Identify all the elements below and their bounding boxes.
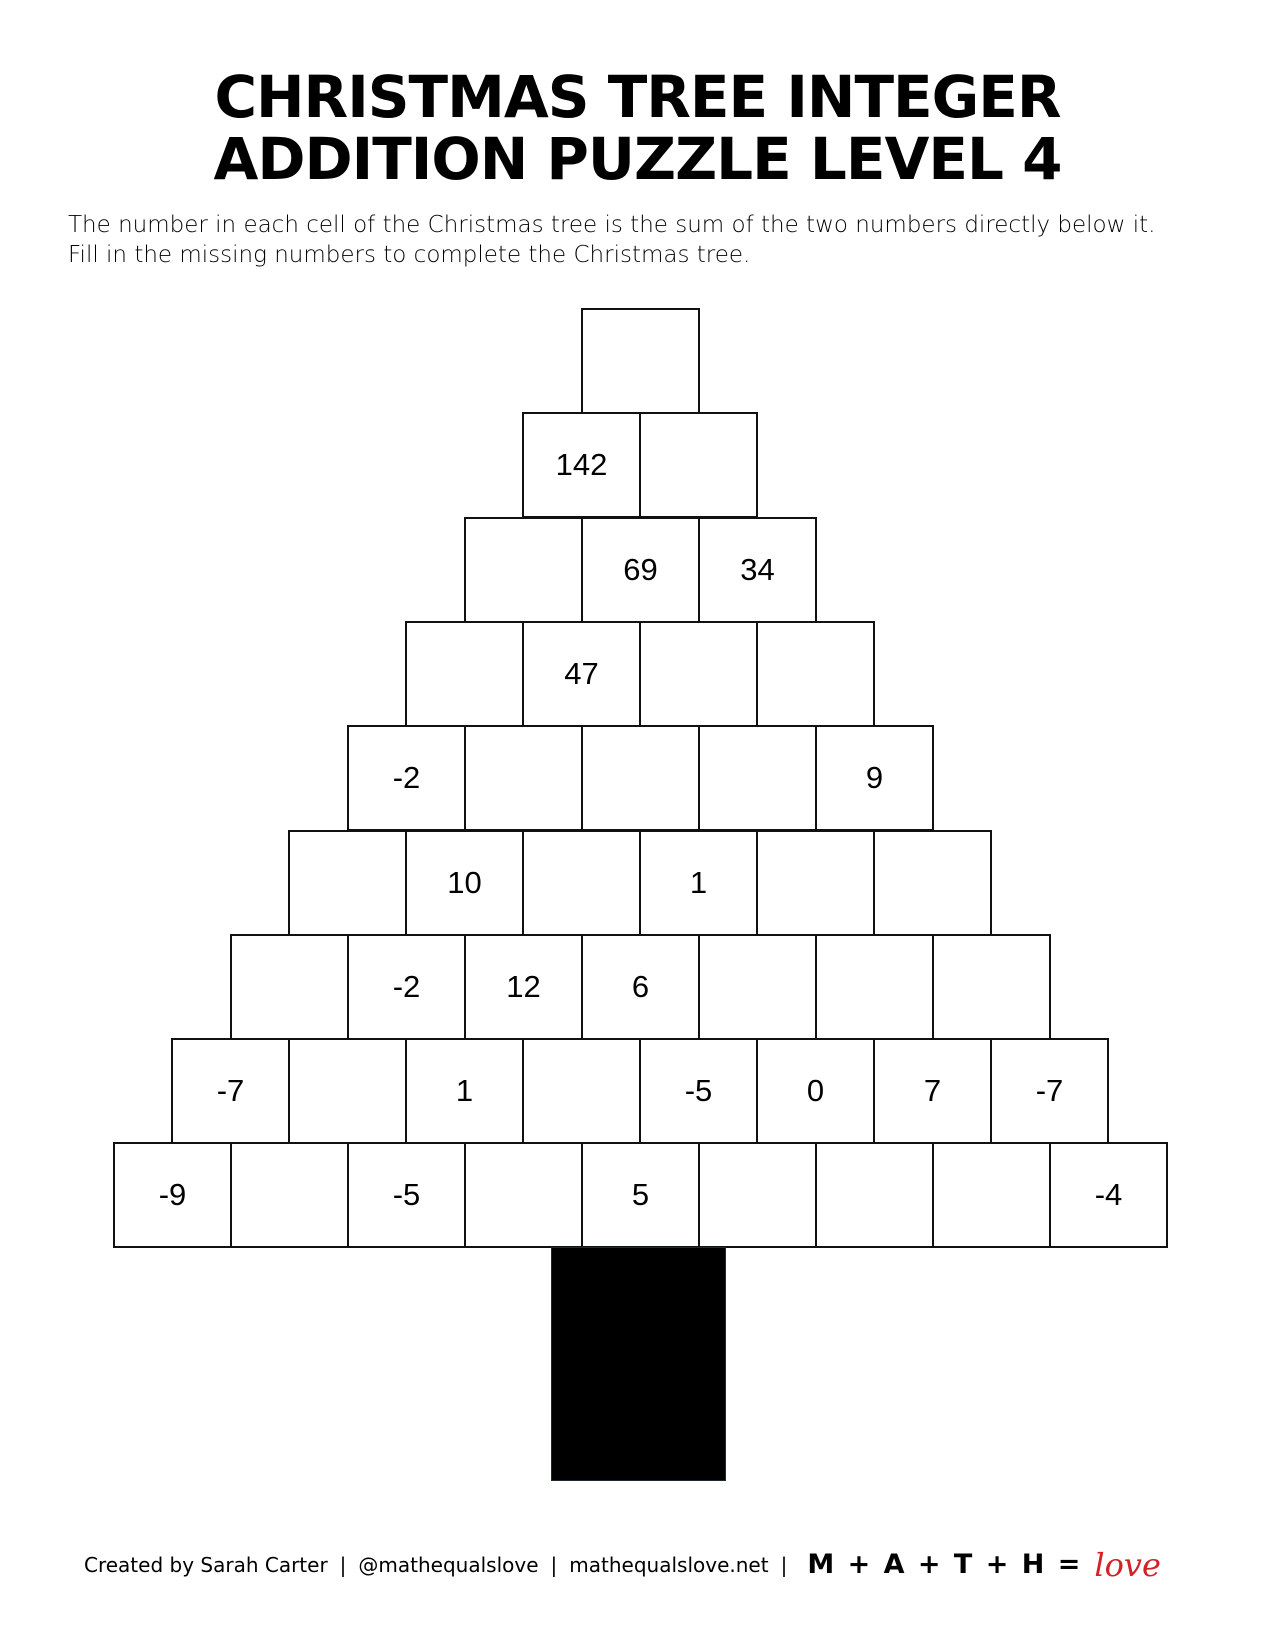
- number-cell: 47: [522, 621, 641, 727]
- empty-cell[interactable]: [522, 1038, 641, 1144]
- empty-cell[interactable]: [288, 1038, 407, 1144]
- empty-cell[interactable]: [288, 830, 407, 936]
- number-cell: -5: [347, 1142, 466, 1248]
- empty-cell[interactable]: [464, 725, 583, 831]
- footer: [84, 1546, 1161, 1584]
- tree-trunk: [551, 1247, 726, 1481]
- empty-cell[interactable]: [522, 830, 641, 936]
- footer-separator: |: [550, 1553, 558, 1577]
- number-cell: 1: [405, 1038, 524, 1144]
- empty-cell[interactable]: [464, 517, 583, 623]
- number-cell: 10: [405, 830, 524, 936]
- empty-cell[interactable]: [756, 830, 875, 936]
- number-cell: 1: [639, 830, 758, 936]
- footer-credit: Created by Sarah Carter: [84, 1553, 328, 1577]
- number-cell: 6: [581, 934, 700, 1040]
- empty-cell[interactable]: [932, 1142, 1051, 1248]
- empty-cell[interactable]: [698, 1142, 817, 1248]
- empty-cell[interactable]: [464, 1142, 583, 1248]
- page-title: [0, 63, 1275, 193]
- number-cell: -4: [1049, 1142, 1168, 1248]
- number-cell: 12: [464, 934, 583, 1040]
- number-cell: -7: [171, 1038, 290, 1144]
- number-cell: 34: [698, 517, 817, 623]
- empty-cell[interactable]: [932, 934, 1051, 1040]
- empty-cell[interactable]: [581, 725, 700, 831]
- footer-separator: |: [780, 1553, 788, 1577]
- footer-site: mathequalslove.net: [569, 1553, 769, 1577]
- empty-cell[interactable]: [405, 621, 524, 727]
- title-line-1: CHRISTMAS TREE INTEGER: [214, 63, 1061, 131]
- number-cell: 142: [522, 412, 641, 518]
- number-cell: 9: [815, 725, 934, 831]
- instructions-line-2: Fill in the missing numbers to complete the Christmas tree.: [68, 242, 751, 268]
- empty-cell[interactable]: [873, 830, 992, 936]
- number-cell: -9: [113, 1142, 232, 1248]
- empty-cell[interactable]: [815, 934, 934, 1040]
- empty-cell[interactable]: [581, 308, 700, 414]
- brand-love-script: love: [1094, 1546, 1161, 1584]
- number-cell: -7: [990, 1038, 1109, 1144]
- empty-cell[interactable]: [756, 621, 875, 727]
- number-cell: 0: [756, 1038, 875, 1144]
- empty-cell[interactable]: [815, 1142, 934, 1248]
- empty-cell[interactable]: [230, 934, 349, 1040]
- empty-cell[interactable]: [639, 621, 758, 727]
- empty-cell[interactable]: [639, 412, 758, 518]
- instructions: [68, 210, 1155, 270]
- empty-cell[interactable]: [230, 1142, 349, 1248]
- footer-separator: |: [339, 1553, 347, 1577]
- empty-cell[interactable]: [698, 725, 817, 831]
- footer-handle: @mathequalslove: [358, 1553, 539, 1577]
- brand-logo: M + A + T + H =: [807, 1549, 1083, 1580]
- number-cell: -2: [347, 934, 466, 1040]
- title-line-2: ADDITION PUZZLE LEVEL 4: [213, 125, 1062, 193]
- number-cell: 69: [581, 517, 700, 623]
- number-cell: -2: [347, 725, 466, 831]
- number-cell: -5: [639, 1038, 758, 1144]
- empty-cell[interactable]: [698, 934, 817, 1040]
- number-cell: 5: [581, 1142, 700, 1248]
- number-cell: 7: [873, 1038, 992, 1144]
- instructions-line-1: The number in each cell of the Christmas tree is the sum of the two numbers directly below it.: [68, 212, 1156, 238]
